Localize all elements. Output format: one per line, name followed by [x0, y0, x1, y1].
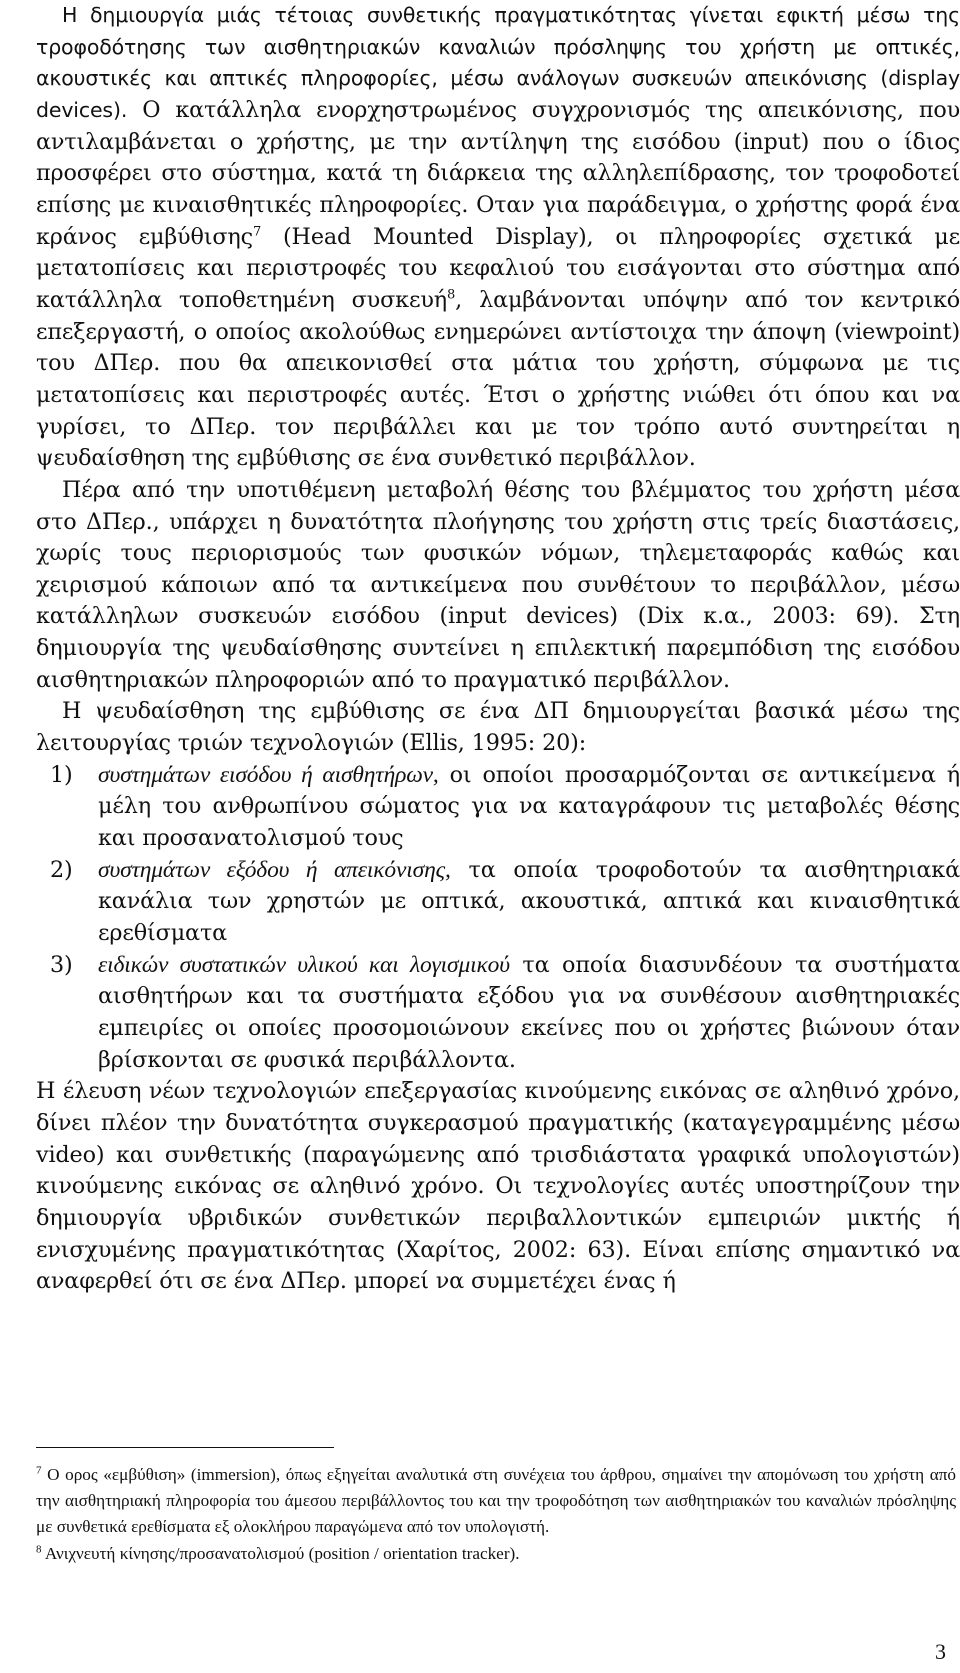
footnote-ref-7[interactable]: 7: [252, 224, 262, 240]
paragraph-3: Η ψευδαίσθηση της εμβύθισης σε ένα ΔΠ δημιουργείται βασικά μέσω της λειτουργίας τριών τεχνολογιών (Ellis, 1995: 20):: [36, 698, 960, 757]
footnotes: [36, 1462, 956, 1567]
footnote-text: Ανιχνευτή κίνησης/προσανατολισμού (position / orientation tracker).: [41, 1543, 520, 1563]
list-item-text: τα οποία τροφοδοτούν τα αισθητηριακά κανάλια των χρηστών με οπτικά, ακουστικά, απτικά και κιναισθητικά ερεθίσματα: [98, 856, 960, 947]
footnote-divider: [36, 1447, 334, 1448]
paragraph-1-part-d: , λαμβάνονται υπόψην από τον κεντρικό επεξεργαστή, ο οποίος ακολούθως ενημερώνει αντίστοιχα την άποψη (viewpoint) του ΔΠερ. που θα απεικονισθεί στα μάτια του χρήστη, σύμφωνα με τις μετατοπίσεις και περιστροφές αυτές. Έτσι ο χρήστης νιώθει ότι όπου και να γυρίσει, το ΔΠερ. τον περιβάλλει και με τον τρόπο αυτό συντηρείται η ψευδαίσθηση της εμβύθισης σε ένα συνθετικό περιβάλλον.: [36, 286, 960, 472]
footnote-mark: 8: [36, 1542, 42, 1555]
technology-list: [36, 760, 960, 1077]
paragraph-1: [36, 0, 960, 475]
paragraph-1-part-c: (Head Mounted Display), οι πληροφορίες σχετικά με μετατοπίσεις και περιστροφές του κεφαλιού του εισάγονται στο σύστημα από κατάλληλα τοποθετημένη συσκευή: [36, 223, 960, 313]
list-item-text: τα οποία διασυνδέουν τα συστήματα αισθητήρων και τα συστήματα εξόδου για να συνθέσουν αισθητηριακές εμπειρίες οι οποίες προσομοιώνουν εκείνες που οι χρήστες βιώνουν όταν βρίσκονται σε φυσικά περιβάλλοντα.: [98, 951, 960, 1073]
list-item-term: συστημάτων εξόδου ή απεικόνισης,: [98, 856, 451, 883]
list-item: [42, 760, 960, 855]
paragraph-1-part-b: Ο κατάλληλα ενορχηστρωμένος συγχρονισμός της απεικόνισης, που αντιλαμβάνεται ο χρήστης, με την αντίληψη της εισόδου (input) που ο ίδιος προσφέρει στο σύστημα, κατά τη διάρκεια της αλληλεπίδρασης, τον τροφοδοτεί επίσης με κιναισθητικές πληροφορίες. Οταν για παράδειγμα, ο χρήστης φορά ένα κράνος εμβύθισης: [36, 96, 960, 250]
footnote-mark: 7: [36, 1464, 42, 1477]
list-item-text: οι οποίοι προσαρμόζονται σε αντικείμενα ή μέλη του ανθρωπίνου σώματος για να καταγράφουν τις μεταβολές θέσης και προσανατολισμού τους: [98, 761, 960, 852]
page-number: 3: [935, 1639, 946, 1664]
list-item-number: 2): [50, 856, 73, 883]
list-item-term: συστημάτων εισόδου ή αισθητήρων,: [98, 761, 439, 788]
footnote-8: [36, 1541, 956, 1567]
paragraph-1-part-a: Η δημιουργία μιάς τέτοιας συνθετικής πραγματικότητας γίνεται εφικτή μέσω της τροφοδότησης των αισθητηριακών καναλιών πρόσληψης του χρήστη με οπτικές, ακουστικές και απτικές πληροφορίες, μέσω ανάλογων συσκευών απεικόνισης (display devices).: [36, 3, 960, 122]
list-item-number: 3): [50, 951, 73, 978]
footnote-ref-8[interactable]: 8: [446, 287, 456, 303]
paragraph-2: Πέρα από την υποτιθέμενη μεταβολή θέσης του βλέμματος του χρήστη μέσα στο ΔΠερ., υπάρχει η δυνατότητα πλοήγησης του χρήστη στις τρείς διαστάσεις, χωρίς τους περιορισμούς των φυσικών νόμων, τηλεμεταφοράς καθώς και χειρισμού κάποιων από τα αντικείμενα που συνθέτουν το περιβάλλον, μέσω κατάλληλων συσκευών εισόδου (input devices) (Dix κ.α., 2003: 69). Στη δημιουργία της ψευδαίσθησης συντείνει η επιλεκτική παρεμπόδιση της εισόδου αισθητηριακών πληροφοριών από το πραγματικό περιβάλλον.: [36, 476, 960, 693]
list-item-number: 1): [50, 761, 73, 788]
list-item-term: ειδικών συστατικών υλικού και λογισμικού: [98, 951, 510, 978]
list-item: [42, 855, 960, 950]
list-item: [42, 950, 960, 1077]
footnote-text: Ο ορος «εμβύθιση» (immersion), όπως εξηγείται αναλυτικά στη συνέχεια του άρθρου, σημαίνει την απομόνωση του χρήστη από την αισθητηριακή πληροφορία του άμεσου περιβάλλοντος του και την τροφοδότηση των αισθητηριακών του καναλιών πρόσληψης με συνθετικά ερεθίσματα εξ ολοκλήρου παραγώμενα από τον υπολογιστή.: [36, 1465, 956, 1537]
footnote-7: [36, 1462, 956, 1541]
body-text: [36, 0, 960, 1298]
paragraph-4: Η έλευση νέων τεχνολογιών επεξεργασίας κινούμενης εικόνας σε αληθινό χρόνο, δίνει πλέον την δυνατότητα συγκερασμού πραγματικής (καταγεγραμμένης μέσω video) και συνθετικής (παραγώμενης από τρισδιάστατα γραφικά υπολογιστών) κινούμενης εικόνας σε αληθινό χρόνο. Οι τεχνολογίες αυτές υποστηρίζουν την δημιουργία υβριδικών συνθετικών περιβαλλοντικών εμπειριών μικτής ή ενισχυμένης πραγματικότητας (Χαρίτος, 2002: 63). Είναι επίσης σημαντικό να αναφερθεί ότι σε ένα ΔΠερ. μπορεί να συμμετέχει ένας ή: [36, 1078, 960, 1295]
